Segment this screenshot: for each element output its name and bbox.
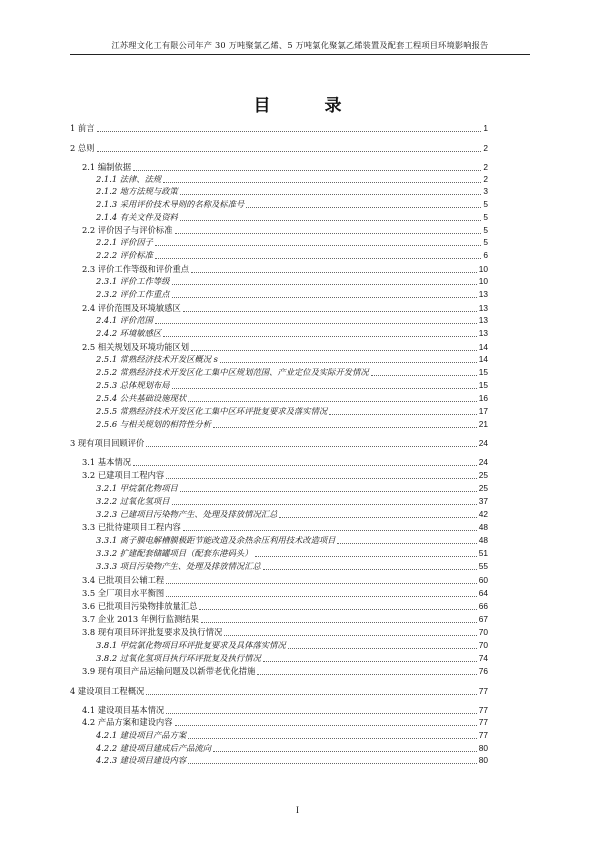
toc-title — [0, 91, 595, 116]
toc-entry[interactable] — [70, 755, 488, 766]
toc-entry[interactable] — [70, 162, 488, 173]
toc-entry-label: 3.9 现有项目产品运输问题及以新带老优化措施 — [82, 666, 256, 676]
toc-dot-leader — [201, 622, 477, 623]
toc-dot-leader — [224, 635, 476, 636]
toc-entry-page: 2 — [483, 174, 488, 184]
toc-dot-leader — [180, 194, 482, 195]
toc-entry-label: 2.5.5 常熟经济技术开发区化工集中区环评批复要求及落实情况 — [96, 406, 328, 416]
toc-title-part2: 录 — [324, 96, 342, 116]
toc-dot-leader — [166, 713, 477, 714]
toc-entry-page: 13 — [478, 315, 488, 325]
toc-entry-page: 3 — [483, 186, 488, 196]
toc-entry-page: 24 — [478, 438, 488, 448]
toc-dot-leader — [191, 272, 477, 273]
toc-entry-page: 24 — [478, 457, 488, 467]
toc-entry-page: 74 — [478, 653, 488, 663]
toc-dot-leader — [337, 543, 476, 544]
toc-entry[interactable] — [70, 705, 488, 716]
toc-entry[interactable] — [70, 483, 488, 494]
toc-dot-leader — [246, 207, 481, 208]
toc-entry[interactable] — [70, 123, 488, 134]
toc-entry[interactable] — [70, 303, 488, 314]
toc-entry-page: 77 — [478, 730, 488, 740]
toc-entry-label: 3.8.1 甲烷氯化物项目环评批复要求及具体落实情况 — [96, 640, 286, 650]
toc-dot-leader — [166, 478, 477, 479]
toc-dot-leader — [155, 323, 477, 324]
toc-entry-label: 3.2.2 过氧化氢项目 — [96, 496, 170, 506]
toc-dot-leader — [172, 388, 477, 389]
toc-dot-leader — [191, 350, 477, 351]
page-number: I — [296, 805, 299, 815]
toc-dot-leader — [166, 583, 477, 584]
toc-entry-label: 2.5.4 公共基础设施现状 — [96, 393, 187, 403]
toc-entry-page: 15 — [478, 380, 488, 390]
toc-entry-page: 48 — [478, 535, 488, 545]
toc-entry-label: 3.3.1 离子膜电解槽膜极距节能改造及余热余压利用技术改造项目 — [96, 535, 336, 545]
toc-dot-leader — [199, 609, 476, 610]
toc-entry[interactable] — [70, 328, 488, 339]
toc-entry[interactable] — [70, 561, 488, 572]
toc-entry-page: 17 — [478, 406, 488, 416]
toc-dot-leader — [188, 763, 477, 764]
toc-dot-leader — [263, 661, 477, 662]
toc-dot-leader — [371, 375, 477, 376]
toc-entry-page: 70 — [478, 627, 488, 637]
toc-dot-leader — [133, 170, 481, 171]
toc-entry-label: 3.8.2 过氧化氢项目执行环评批复及执行情况 — [96, 653, 261, 663]
toc-entry-page: 55 — [478, 561, 488, 571]
toc-entry-page: 42 — [478, 509, 488, 519]
toc-dot-leader — [288, 648, 477, 649]
toc-dot-leader — [188, 401, 477, 402]
toc-entry-label: 3.1 基本情况 — [82, 457, 132, 467]
toc-entry[interactable] — [70, 380, 488, 391]
toc-dot-leader — [263, 569, 477, 570]
toc-entry[interactable] — [70, 186, 488, 197]
toc-entry[interactable] — [70, 289, 488, 300]
toc-dot-leader — [146, 694, 476, 695]
toc-entry-label: 2 总则 — [70, 143, 95, 153]
toc-entry-page: 10 — [478, 276, 488, 286]
toc-entry[interactable] — [70, 548, 488, 559]
toc-entry[interactable] — [70, 653, 488, 664]
toc-entry[interactable] — [70, 666, 488, 677]
toc-entry-label: 2.5.3 总体规划布局 — [96, 380, 170, 390]
toc-entry-label: 4.2.1 建设项目产品方案 — [96, 730, 187, 740]
toc-entry-page: 6 — [483, 250, 488, 260]
toc-entry-label: 2.4.2 环境敏感区 — [96, 328, 162, 338]
toc-entry-page: 76 — [478, 666, 488, 676]
toc-entry[interactable] — [70, 212, 488, 223]
toc-entry-page: 37 — [478, 496, 488, 506]
toc-entry-page: 80 — [478, 755, 488, 765]
toc-entry-page: 48 — [478, 522, 488, 532]
toc-dot-leader — [163, 182, 481, 183]
toc-entry[interactable] — [70, 717, 488, 728]
toc-entry-label: 1 前言 — [70, 123, 95, 133]
toc-dot-leader — [166, 596, 477, 597]
toc-entry-label: 3.8 现有项目环评批复要求及执行情况 — [82, 627, 223, 637]
toc-dot-leader — [155, 245, 481, 246]
toc-entry-page: 25 — [478, 483, 488, 493]
toc-entry-page: 77 — [478, 717, 488, 727]
toc-entry-label: 2.1.2 地方法规与政策 — [96, 186, 178, 196]
toc-entry-page: 67 — [478, 614, 488, 624]
toc-dot-leader — [172, 297, 477, 298]
toc-entry-label: 4 建设项目工程概况 — [70, 686, 145, 696]
toc-entry-page: 2 — [483, 143, 488, 153]
toc-entry-page: 80 — [478, 743, 488, 753]
toc-dot-leader — [180, 491, 477, 492]
toc-dot-leader — [172, 504, 477, 505]
toc-dot-leader — [188, 738, 477, 739]
toc-entry[interactable] — [70, 496, 488, 507]
toc-entry-page: 14 — [478, 342, 488, 352]
toc-entry-page: 60 — [478, 575, 488, 585]
toc-entry[interactable] — [70, 601, 488, 612]
toc-title-part1: 目 — [253, 96, 271, 116]
toc-entry-label: 3.4 已批项目公辅工程 — [82, 575, 165, 585]
toc-entry-page: 77 — [478, 705, 488, 715]
toc-dot-leader — [257, 674, 476, 675]
toc-entry[interactable] — [70, 419, 488, 430]
toc-entry-page: 51 — [478, 548, 488, 558]
toc-entry[interactable] — [70, 237, 488, 248]
toc-entry-label: 3.6 已批项目污染物排放量汇总 — [82, 601, 198, 611]
toc-entry[interactable] — [70, 588, 488, 599]
header-rule — [70, 54, 530, 55]
toc-entry-label: 4.2.2 建设项目建成后产品流向 — [96, 743, 212, 753]
toc-entry[interactable] — [70, 174, 488, 185]
toc-entry-label: 2.1.1 法律、法规 — [96, 174, 162, 184]
toc-dot-leader — [213, 751, 477, 752]
toc-entry[interactable] — [70, 342, 488, 353]
toc-entry-page: 16 — [478, 393, 488, 403]
toc-dot-leader — [180, 220, 482, 221]
toc-entry-label: 3.3.3 项目污染物产生、处理及排放情况汇总 — [96, 561, 261, 571]
toc-dot-leader — [255, 556, 477, 557]
toc-dot-leader — [163, 336, 477, 337]
toc-entry-page: 1 — [483, 123, 488, 133]
toc-dot-leader — [279, 517, 476, 518]
toc-dot-leader — [183, 311, 477, 312]
toc-dot-leader — [97, 151, 482, 152]
toc-entry-page: 13 — [478, 328, 488, 338]
toc-entry-label: 4.2 产品方案和建设内容 — [82, 717, 173, 727]
toc-dot-leader — [175, 233, 482, 234]
toc-dot-leader — [172, 284, 477, 285]
toc-entry[interactable] — [70, 199, 488, 210]
toc-dot-leader — [183, 530, 477, 531]
toc-entry-label: 3.3 已批待建项目工程内容 — [82, 522, 181, 532]
toc-entry-label: 3 现有项目回顾评价 — [70, 438, 145, 448]
toc-entry-label: 2.1.3 采用评价技术导则的名称及标准号 — [96, 199, 245, 209]
toc-entry[interactable] — [70, 406, 488, 417]
toc-entry-page: 21 — [478, 419, 488, 429]
toc-entry-page: 70 — [478, 640, 488, 650]
toc-entry[interactable] — [70, 264, 488, 275]
toc-entry-label: 2.1 编制依据 — [82, 162, 132, 172]
toc-entry-label: 3.5 全厂项目水平衡图 — [82, 588, 165, 598]
toc-entry[interactable] — [70, 354, 488, 365]
toc-entry-page: 5 — [483, 212, 488, 222]
toc-dot-leader — [146, 446, 476, 447]
toc-entry[interactable] — [70, 535, 488, 546]
toc-entry-page: 66 — [478, 601, 488, 611]
toc-entry[interactable] — [70, 276, 488, 287]
toc-entry[interactable] — [70, 730, 488, 741]
toc-entry-label: 2.2 评价因子与评价标准 — [82, 225, 173, 235]
toc-entry[interactable] — [70, 367, 488, 378]
toc-entry-page: 13 — [478, 303, 488, 313]
toc-entry-label: 2.3 评价工作等级和评价重点 — [82, 264, 190, 274]
running-header: 江苏理文化工有限公司年产 30 万吨聚氯乙烯、5 万吨氯化聚氯乙烯装置及配套工程项目环境影响报告 — [111, 40, 489, 50]
toc-entry-page: 13 — [478, 289, 488, 299]
toc-entry[interactable] — [70, 686, 488, 697]
toc-dot-leader — [329, 414, 477, 415]
toc-entry-page: 2 — [483, 162, 488, 172]
toc-entry[interactable] — [70, 225, 488, 236]
toc-dot-leader — [213, 427, 477, 428]
toc-entry[interactable] — [70, 509, 488, 520]
toc-entry-page: 5 — [483, 237, 488, 247]
toc-entry-page: 10 — [478, 264, 488, 274]
toc-entry-page: 25 — [478, 470, 488, 480]
toc-entry[interactable] — [70, 457, 488, 468]
toc-entry-label: 2.5.1 常熟经济技术开发区概况 s — [96, 354, 218, 364]
toc-entry[interactable] — [70, 393, 488, 404]
toc-entry-label: 2.1.4 有关文件及资料 — [96, 212, 178, 222]
toc-entry-page: 14 — [478, 354, 488, 364]
toc-entry-label: 3.7 企业 2013 年例行监测结果 — [82, 614, 199, 624]
toc-entry-page: 5 — [483, 225, 488, 235]
toc-entry[interactable] — [70, 522, 488, 533]
toc-entry-page: 77 — [478, 686, 488, 696]
toc-entry-label: 2.2.1 评价因子 — [96, 237, 153, 247]
toc-entry-label: 2.4.1 评价范围 — [96, 315, 153, 325]
toc-dot-leader — [175, 725, 477, 726]
toc-entry-label: 2.5 相关规划及环境功能区划 — [82, 342, 190, 352]
toc-entry-page: 64 — [478, 588, 488, 598]
toc-dot-leader — [97, 131, 482, 132]
toc-entry-page: 15 — [478, 367, 488, 377]
toc-entry[interactable] — [70, 743, 488, 754]
toc-entry[interactable] — [70, 627, 488, 638]
toc-entry[interactable] — [70, 315, 488, 326]
toc-entry[interactable] — [70, 438, 488, 449]
toc-entry[interactable] — [70, 143, 488, 154]
toc-entry-page: 5 — [483, 199, 488, 209]
toc-entry[interactable] — [70, 250, 488, 261]
toc-entry[interactable] — [70, 640, 488, 651]
toc-entry-label: 2.3.2 评价工作重点 — [96, 289, 170, 299]
toc-entry[interactable] — [70, 470, 488, 481]
toc-entry-label: 3.2 已建项目工程内容 — [82, 470, 165, 480]
toc-dot-leader — [220, 362, 477, 363]
toc-entry-label: 2.3.1 评价工作等级 — [96, 276, 170, 286]
toc-entry-label: 2.5.2 常熟经济技术开发区化工集中区规划范围、产业定位及实际开发情况 — [96, 367, 369, 377]
toc-entry-label: 3.2.3 已建项目污染物产生、处理及排放情况汇总 — [96, 509, 278, 519]
toc-dot-leader — [133, 465, 477, 466]
toc-entry-label: 4.2.3 建设项目建设内容 — [96, 755, 187, 765]
toc-entry-label: 4.1 建设项目基本情况 — [82, 705, 165, 715]
toc-dot-leader — [155, 258, 481, 259]
toc-entry-label: 2.5.6 与相关规划的相符性分析 — [96, 419, 212, 429]
toc-entry-label: 3.2.1 甲烷氯化物项目 — [96, 483, 178, 493]
toc-entry-label: 2.4 评价范围及环境敏感区 — [82, 303, 181, 313]
toc-entry-label: 3.3.2 扩建配套储罐项目（配套东港码头） — [96, 548, 253, 558]
toc-entry-label: 2.2.2 评价标准 — [96, 250, 153, 260]
toc-entry[interactable] — [70, 575, 488, 586]
toc-entry[interactable] — [70, 614, 488, 625]
